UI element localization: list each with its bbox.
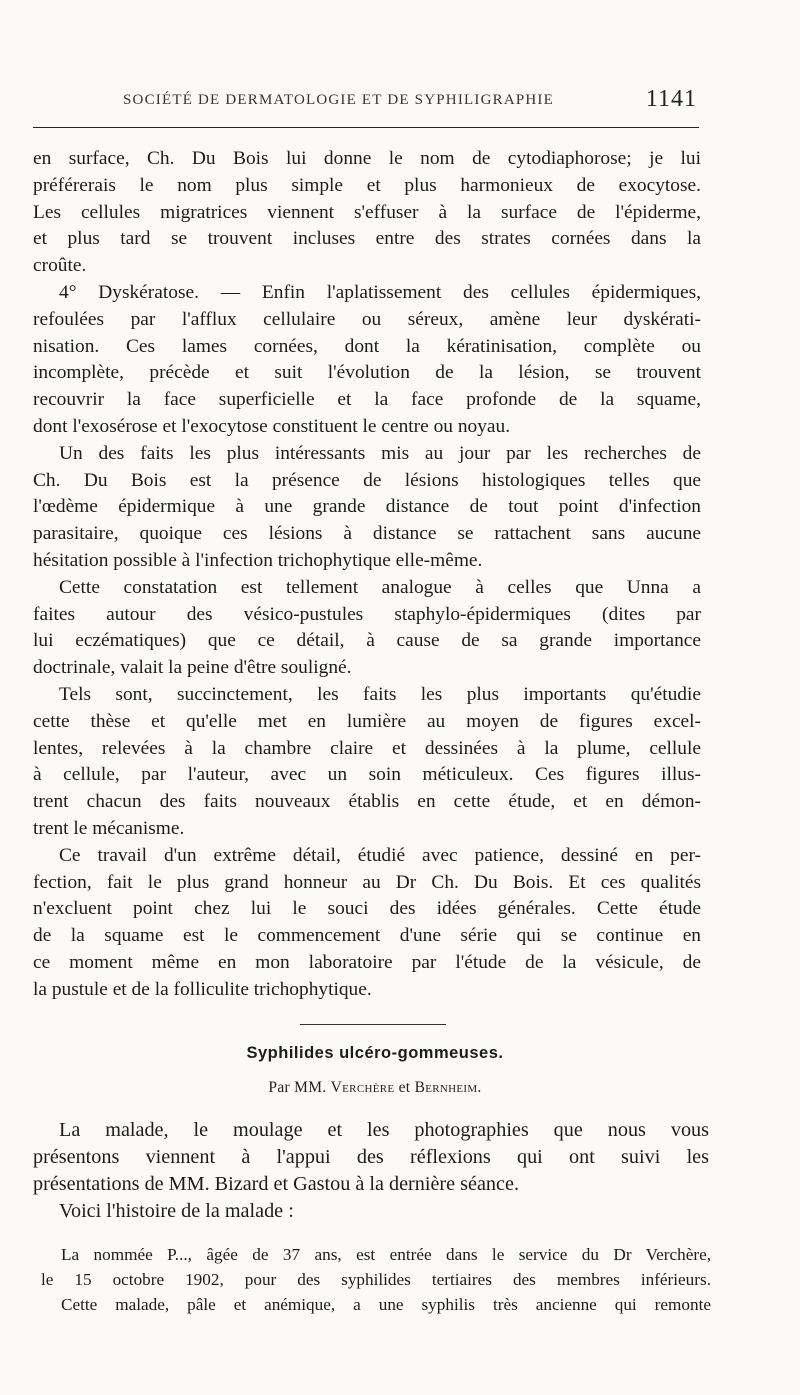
author-name: Bernheim.: [414, 1079, 482, 1096]
text-line: parasitaire, quoique ces lésions à distance se rattachent sans aucune: [33, 523, 701, 545]
section-divider: [300, 1024, 446, 1025]
text-line: en surface, Ch. Du Bois lui donne le nom de cytodiaphorose; je lui: [33, 148, 701, 169]
text-line: faites autour des vésico-pustules staphylo-épidermiques (dites par: [33, 603, 701, 625]
text-line: trent chacun des faits nouveaux établis en cette étude, et en démon-: [33, 791, 701, 813]
text-line: recouvrir la face superficielle et la face profonde de la squame,: [33, 389, 701, 411]
text-line: trent le mécanisme.: [33, 817, 185, 839]
text-line: cette thèse et qu'elle met en lumière au moyen de figures excel-: [33, 710, 701, 732]
text-line: nisation. Ces lames cornées, dont la kératinisation, complète ou: [33, 335, 701, 357]
text-line: dont l'exosérose et l'exocytose constituent le centre ou noyau.: [33, 415, 511, 437]
text-line: incomplète, précède et suit l'évolution de la lésion, se trouvent: [33, 362, 701, 384]
text-line: Un des faits les plus intéressants mis au jour par les recherches de: [59, 442, 701, 464]
text-line: fection, fait le plus grand honneur au Dr Ch. Du Bois. Et ces qualités: [33, 871, 701, 893]
text-line: préférerais le nom plus simple et plus harmonieux de exocytose.: [33, 174, 701, 196]
text-line: croûte.: [33, 255, 87, 277]
header-rule: [33, 127, 699, 128]
text-line: Cette malade, pâle et anémique, a une syphilis très ancienne qui remonte: [61, 1295, 711, 1314]
section-intro: [33, 1117, 709, 1225]
article-body: [33, 146, 701, 1004]
text-line: doctrinale, valait la peine d'être souligné.: [33, 657, 352, 679]
authors-prefix: Par MM.: [268, 1079, 327, 1096]
running-header: [33, 86, 699, 120]
text-line: le 15 octobre 1902, pour des syphilides tertiaires des membres inférieurs.: [41, 1270, 711, 1289]
author-name: Verchère: [330, 1079, 395, 1096]
case-report: [41, 1242, 711, 1317]
text-line: La malade, le moulage et les photographies que nous vous: [59, 1119, 709, 1141]
text-line: de la squame est le commencement d'une série qui se continue en: [33, 925, 701, 947]
text-line: présentations de MM. Bizard et Gastou à la dernière séance.: [33, 1173, 519, 1195]
text-line: Cette constatation est tellement analogue à celles que Unna a: [59, 576, 701, 598]
text-line: Les cellules migratrices viennent s'effuser à la surface de l'épiderme,: [33, 201, 701, 223]
text-line: lui eczématiques) que ce détail, à cause de sa grande importance: [33, 630, 701, 652]
page-number: 1141: [645, 86, 697, 112]
text-line: ce moment même en mon laboratoire par l'étude de la vésicule, de: [33, 951, 701, 973]
text-line: présentons viennent à l'appui des réflexions qui ont suivi les: [33, 1146, 709, 1168]
text-line: l'œdème épidermique à une grande distance de tout point d'infection: [33, 496, 701, 518]
section-authors: [0, 1079, 750, 1097]
text-line: à cellule, par l'auteur, avec un soin méticuleux. Ces figures illus-: [33, 764, 701, 786]
text-line: refoulées par l'afflux cellulaire ou séreux, amène leur dyskérati-: [33, 308, 701, 330]
text-line: Ce travail d'un extrême détail, étudié avec patience, dessiné en per-: [59, 844, 701, 866]
text-line: et plus tard se trouvent incluses entre des strates cornées dans la: [33, 228, 701, 250]
section-title: Syphilides ulcéro-gommeuses.: [246, 1044, 504, 1062]
text-line: 4° Dyskératose. — Enfin l'aplatissement des cellules épidermiques,: [59, 281, 701, 303]
text-line: Ch. Du Bois est la présence de lésions histologiques telles que: [33, 469, 701, 491]
text-line: n'excluent point chez lui le souci des idées générales. Cette étude: [33, 898, 701, 920]
text-line: la pustule et de la folliculite trichophytique.: [33, 978, 372, 1000]
text-line: hésitation possible à l'infection trichophytique elle-même.: [33, 549, 483, 571]
text-line: Voici l'histoire de la malade :: [59, 1200, 294, 1222]
text-line: lentes, relevées à la chambre claire et dessinées à la plume, cellule: [33, 737, 701, 759]
authors-joiner: et: [398, 1079, 411, 1096]
text-line: Tels sont, succinctement, les faits les plus importants qu'étudie: [59, 683, 701, 705]
running-header-title: SOCIÉTÉ DE DERMATOLOGIE ET DE SYPHILIGRAPHIE: [123, 92, 554, 108]
text-line: La nommée P..., âgée de 37 ans, est entrée dans le service du Dr Verchère,: [61, 1245, 711, 1264]
